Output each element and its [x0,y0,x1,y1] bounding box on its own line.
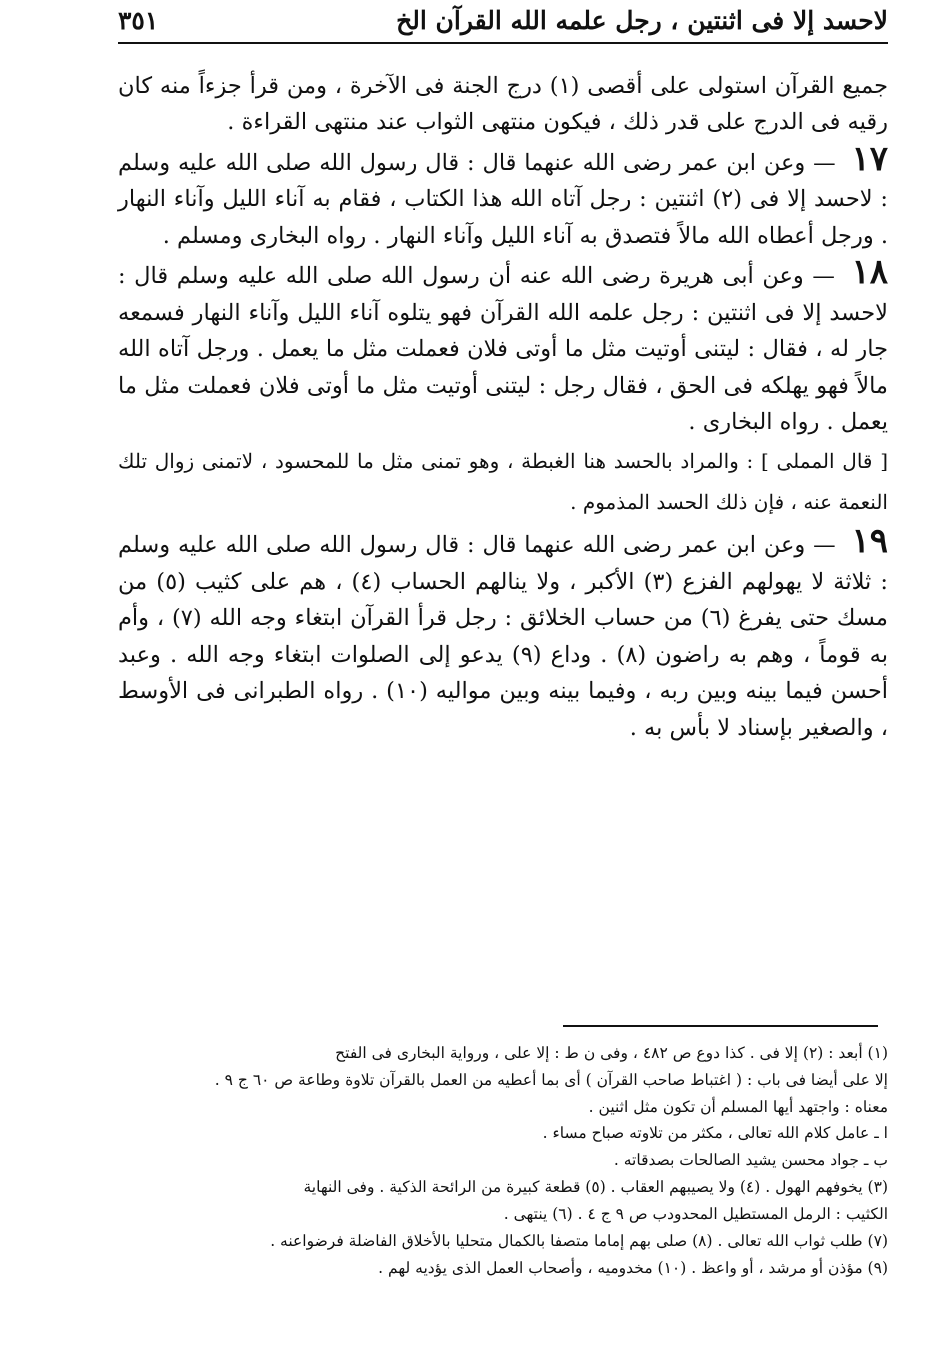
footnote-line: ب ـ جواد محسن يشيد الصالحات بصدقاته . [613,1151,888,1170]
hadith-number: ١٧ [851,138,888,179]
running-title: لاحسد إلا فى اثنتين ، رجل علمه الله القرآن الخ [396,5,888,35]
hadith-text: — وعن ابن عمر رضى الله عنهما قال : قال رسول الله صلى الله عليه وسلم : ثلاثة لا يهولهم الفزع (٣) الأكبر ، ولا ينالهم الحساب (٤) ، هم على كثيب (٥) من مسك حتى يفرغ (٦) من حساب الخلائق : رجل قرأ القرآن ابتغاء وجه الله (٧) ، وأم به قوماً ، وهم به راضون (٨) . وداع (٩) يدعو إلى الصلوات ابتغاء وجه الله . وعبد أحسن فيما بينه وبين ربه ، وفيما بينه وبين مواليه (١٠) . رواه الطبرانى فى الأوسط ، والصغير بإسناد لا بأس به . [118,532,889,741]
paragraph-intro: جميع القرآن استولى على أقصى (١) درج الجنة فى الآخرة ، ومن قرأ جزءاً منه كان رقيه فى الدرج على قدر ذلك ، فيكون منتهى الثواب عند منتهى القراءة . [118,73,888,136]
page-header [118,2,888,38]
footnote-line: (٣) يخوفهم الهول . (٤) ولا يصيبهم العقاب . (٥) قطعة كبيرة من الرائحة الذكية . وفى النهاية [303,1178,888,1197]
hadith-text: — وعن أبى هريرة رضى الله عنه أن رسول الله صلى الله عليه وسلم قال : لاحسد إلا فى اثنتين : رجل علمه الله القرآن فهو يتلوه آناء الليل وآناء النهار فسمعه جار له ، فقال : ليتنى أوتيت مثل ما أوتى فلان فعملت مثل ما يعمل . ورجل آتاه الله مالاً فهو يهلكه فى الحق ، فقال رجل : ليتنى أوتيت مثل ما أوتى فلان فعملت مثل ما يعمل . رواه البخارى . [118,263,888,435]
hadith-18 [118,252,888,440]
hadith-number: ١٨ [851,252,888,293]
footnote-line: معناه : واجتهد أيها المسلم أن تكون مثل اثنين . [588,1097,888,1116]
footnote-line: إلا على أيضا فى باب : ( اغتباط صاحب القرآن ) أى بما أعطيه من العمل بالقرآن تلاوة وطاعة ص ٦٠ ج ٩ . [214,1070,888,1089]
footnote-line: (٩) مؤذن أو مرشد ، أو واعظ . (١٠) مخدوميه ، وأصحاب العمل الذى يؤديه لهم . [378,1258,888,1277]
page-number: ٣٥١ [118,5,159,35]
footnote-line: (١) أبعد : (٢) إلا فى . كذا دوع ص ٤٨٢ ، وفى ن ط : إلا على ، ورواية البخارى فى الفتح [335,1044,888,1062]
editor-note: [ قال المملى ] : والمراد بالحسد هنا الغبطة ، وهو تمنى مثل ما للمحسود ، لاتمنى زوال تلك النعمة عنه ، فإن ذلك الحسد المذموم . [118,449,888,515]
footnote-line: (٧) طلب ثواب الله تعالى . (٨) صلى بهم إماما متصفا بالكمال متحليا بالأخلاق الفاضلة فرضواعنه . [270,1231,888,1250]
footnote-line: ا ـ عامل كلام الله تعالى ، مكثر من تلاوته صباح مساء . [542,1124,888,1143]
main-text [118,68,888,747]
hadith-text: — وعن ابن عمر رضى الله عنهما قال : قال رسول الله صلى الله عليه وسلم : لاحسد إلا فى (٢) اثنتين : رجل آتاه الله هذا الكتاب ، فقام به آناء الليل وآناء النهار . ورجل أعطاه الله مالاً فتصدق به آناء الليل وآناء النهار . رواه البخارى ومسلم . [118,149,888,249]
hadith-number: ١٩ [851,521,888,562]
header-rule [118,42,888,44]
hadith-17 [118,138,888,254]
footnote-line: الكثيب : الرمل المستطيل المحدودب ص ٩ ج ٤ . (٦) ينتهى . [503,1204,888,1223]
footnotes [118,1040,888,1281]
footnote-rule [563,1025,878,1027]
hadith-19 [118,521,889,746]
